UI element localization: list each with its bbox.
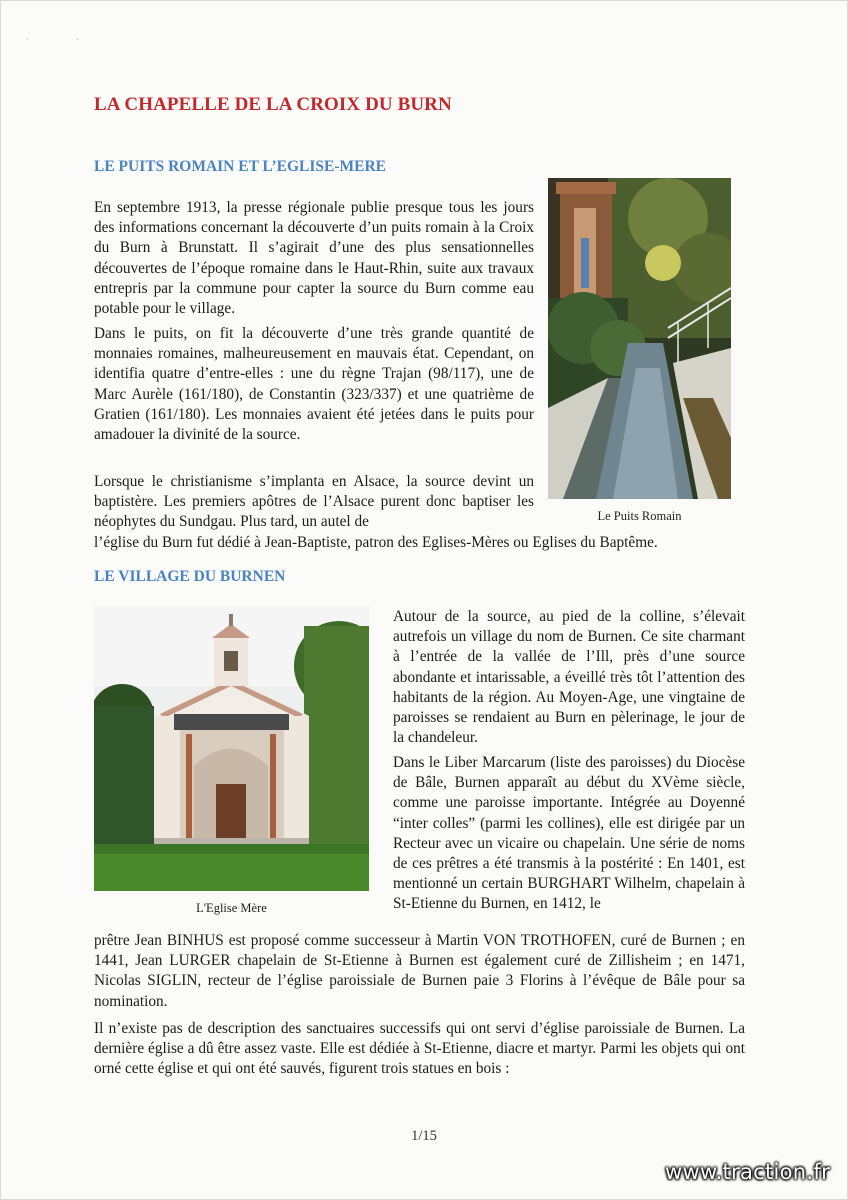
eglise-mere-photo: [94, 606, 369, 891]
paragraph: Autour de la source, au pied de la colline, s’élevait autrefois un village du nom de Burnen. Ce site charmant à l’entrée de la vallée de l’Ill, près d’une source abondante et intarissable, a éveillé très tôt l’attention des habitants de la région. Au Moyen-Age, une vingtaine de paroisses se rendaient au Burn en pèlerinage, le jour de la chandeleur.: [393, 608, 745, 747]
paragraph-continuation: prêtre Jean BINHUS est proposé comme successeur à Martin VON TROTHOFEN, curé de Burnen ; en 1441, Jean LURGER chapelain de St-Etienne à Burnen est également curé de Zillisheim ; en 1471, Nicolas SIGLIN, recteur de l’église paroissiale de Burnen paie 3 Florins à l’évêque de Bâle pour sa nomination.: [94, 932, 745, 1010]
section-heading-village-burnen: LE VILLAGE DU BURNEN: [94, 568, 286, 585]
puits-romain-photo: [548, 178, 731, 499]
paragraph: Dans le puits, on fit la découverte d’une très grande quantité de monnaies romaines, malheureusement en mauvais état. Cependant, on identifia quatre d’entre-elles : une du règne Trajan (98/117), une de Marc Aurèle (161/180), de Constantin (323/337) et une quatrième de Gratien (161/180). Les monnaies avaient été jetées dans le puits pour amadouer la divinité de la source.: [94, 325, 534, 444]
page-title: LA CHAPELLE DE LA CROIX DU BURN: [94, 94, 452, 115]
figure-caption: L'Eglise Mère: [196, 901, 267, 915]
paragraph: En septembre 1913, la presse régionale publie presque tous les jours des informations concernant la découverte d’un puits romain à la Croix du Burn à Brunstatt. Il s’agirait d’une des plus sensationnelles découvertes de l’époque romaine dans le Haut-Rhin, suite aux travaux entrepris par la commune pour capter la source du Burn comme eau potable pour le village.: [94, 199, 534, 318]
scan-artifact: ˎ: [26, 30, 29, 40]
paragraph: Il n’existe pas de description des sanctuaires successifs qui ont servi d’église paroissiale de Burnen. La dernière église a dû être assez vaste. Elle est dédiée à St-Etienne, diacre et martyr. Parmi les objets qui ont orné cette église et qui ont été sauvés, figurent trois statues en bois :: [94, 1020, 745, 1078]
paragraph: Dans le Liber Marcarum (liste des paroisses) du Diocèse de Bâle, Burnen apparaît au début du XVème siècle, comme une paroisse importante. Intégrée au Doyenné “inter colles” (parmi les collines), elle est dirigée par un Recteur avec un vicaire ou chapelain. Une série de noms de ces prêtres a été transmis à la postérité : En 1401, est mentionné un certain BURGHART Wilhelm, chapelain à St-Etienne du Burnen, en 1412, le: [393, 754, 745, 913]
paragraph: Lorsque le christianisme s’implanta en Alsace, la source devint un baptistère. Les premiers apôtres de l’Alsace purent donc baptiser les néophytes du Sundgau. Plus tard, un autel de: [94, 473, 534, 531]
scan-artifact: ˏ: [76, 30, 79, 40]
site-watermark: www.traction.fr: [665, 1160, 830, 1184]
paragraph-continuation: l’église du Burn fut dédié à Jean-Baptiste, patron des Eglises-Mères ou Eglises du Baptême.: [94, 534, 658, 551]
figure-caption: Le Puits Romain: [597, 509, 682, 523]
section-heading-puits-romain: LE PUITS ROMAIN ET L’EGLISE-MERE: [94, 158, 386, 175]
page-number: 1/15: [411, 1128, 437, 1144]
